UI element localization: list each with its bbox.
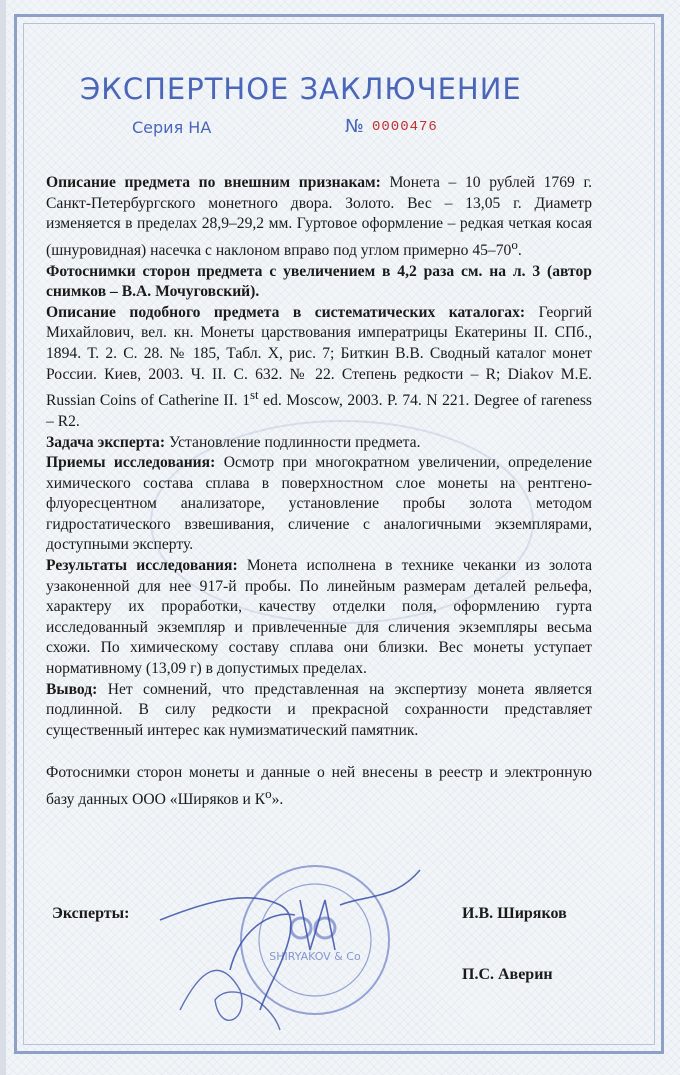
serial-number: 0000476 [372, 119, 438, 135]
methods-heading: Приемы исследования: [46, 454, 216, 472]
methods-text: Осмотр при многократном увеличении, определение химического состава сплава в поверхностном слое монеты на рентгено-флуоресцентном анализаторе, установление пробы золота методом гидростатического взвешивания, сличение с аналогичными экземплярами, доступными эксперту. [46, 454, 592, 554]
description-heading: Описание предмета по внешним признакам: [46, 174, 381, 191]
number-label: № [345, 116, 364, 137]
photos-heading: Фотоснимки сторон предмета с увеличением в 4,2 раза см. на л. 3 (автор снимков – В.А. Мочуговский). [46, 262, 592, 301]
scan-edge [0, 0, 6, 1075]
catalog-text-end: ed. Moscow, 2003. P. 74. N 221. Degree of rareness – R2. [46, 392, 592, 430]
series-label: Серия НА [132, 118, 212, 137]
document-body [46, 173, 592, 811]
task-text: Установление подлинности предмета. [168, 433, 421, 451]
results-text: Монета исполнена в технике чеканки из золота узаконенной для нее 917-й пробы. По линейным размерам деталей рельефа, характеру их проработки, качеству отделки поля, оформлению гурта исследованный экземпляр и привлеченные для сличения экземпляры весьма схожи. По химическому составу сплава они близки. Вес монеты уступает нормативному (13,09 г) в допустимых пределах. [46, 557, 593, 678]
catalog-text: Георгий Михайлович, вел. кн. Монеты царствования императрицы Екатерины II. СПб., 1894. Т. 2. С. 28. № 185, Табл. X, рис. 7; Биткин В.В. Сводный каталог монет России. Киев, 2003. Ч. II. С. 632. № 22. Степень редкости – R; Diakov M.E. Russian Coins of Catherine II. 1 [46, 303, 592, 410]
task-heading: Задача эксперта: [46, 433, 166, 451]
photos-paragraph [46, 262, 592, 303]
methods-paragraph [46, 453, 592, 556]
registry-paragraph [46, 763, 592, 810]
results-heading: Результаты исследования: [46, 557, 238, 575]
catalog-heading: Описание подобного предмета в систематических каталогах: [46, 303, 526, 321]
description-degree: о [511, 236, 518, 252]
catalog-paragraph [46, 303, 592, 433]
registry-end: ». [271, 791, 284, 809]
registry-text: Фотоснимки сторон монеты и данные о ней внесены в реестр и электронную базу данных ООО «Ширяков и К [46, 764, 592, 809]
task-paragraph [46, 433, 592, 454]
conclusion-paragraph [46, 680, 592, 742]
registry-sup: о [265, 786, 272, 801]
results-paragraph [46, 556, 592, 680]
conclusion-text: Нет сомнений, что представленная на экспертизу монета является подлинной. В силу редкости и прекрасной сохранности представляет существенный интерес как нумизматический памятник. [46, 680, 593, 739]
handwritten-signatures [120, 860, 450, 1040]
expert-2-name: П.С. Аверин [462, 966, 553, 983]
catalog-sup: st [250, 387, 259, 403]
description-end: . [517, 241, 522, 259]
conclusion-heading: Вывод: [46, 680, 98, 698]
experts-label: Эксперты: [52, 905, 130, 922]
stamp-label: SHIRYAKOV & Co [269, 950, 361, 963]
description-paragraph [46, 173, 592, 262]
description-text: Монета – 10 рублей 1769 г. Санкт-Петербургского монетного двора. Золото. Вес – 13,05 г. Диаметр изменяется в пределах 28,9–29,2 мм. Гуртовое оформление – редкая четкая косая (шнуровидная) насечка с наклоном вправо под углом примерно 45–70 [46, 174, 592, 259]
document-title: ЭКСПЕРТНОЕ ЗАКЛЮЧЕНИЕ [80, 72, 522, 106]
expert-1-name: И.В. Ширяков [462, 905, 567, 922]
